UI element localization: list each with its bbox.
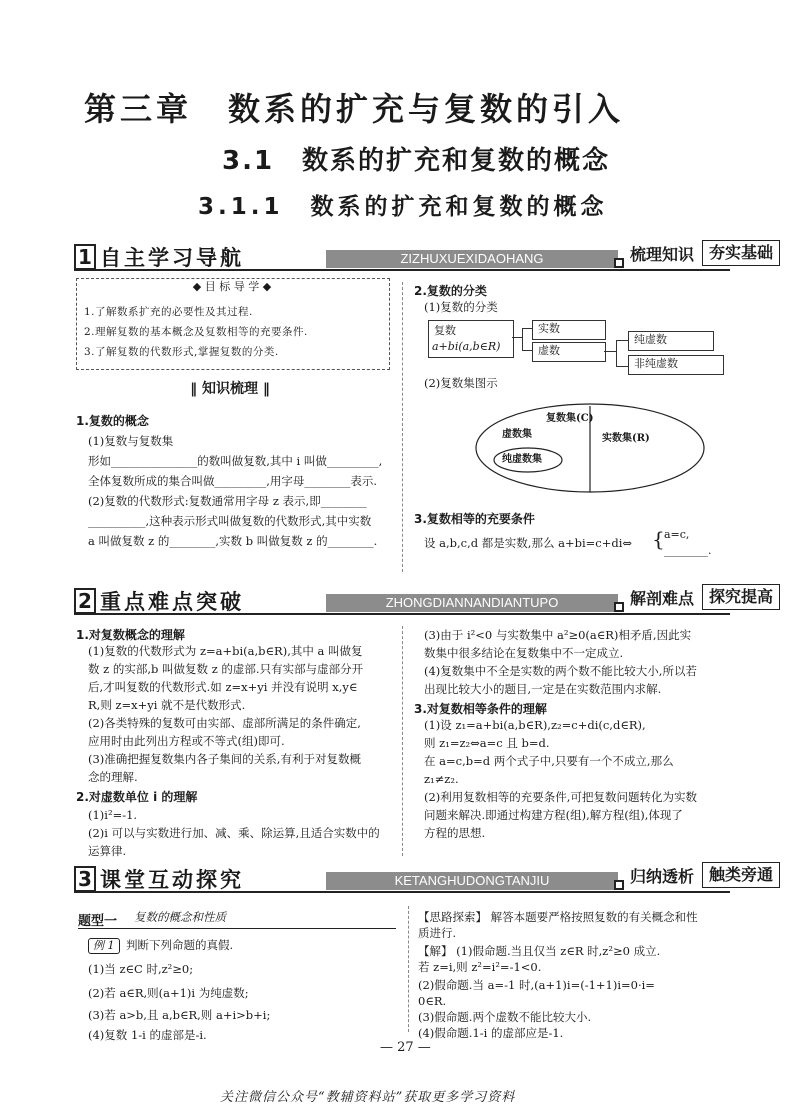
text-line: R,则 z=x+yi 就不是代数形式.	[88, 698, 246, 712]
solution-line: 【解】 (1)假命题.当且仅当 z∈R 时,z²≥0 成立.	[418, 944, 661, 958]
text-line: 念的理解.	[88, 770, 138, 784]
text-line: 问题来解决.即通过构建方程(组),解方程(组),体现了	[424, 808, 683, 822]
concept-understanding-heading: 1.对复数概念的理解	[76, 628, 185, 642]
page-number: — 27 —	[380, 1040, 431, 1055]
solution-line: (2)假命题.当 a=-1 时,(a+1)i=(-1+1)i=0·i=	[418, 978, 655, 992]
type-title: 复数的概念和性质	[134, 910, 226, 924]
column-divider	[408, 906, 409, 1032]
section-bar-1	[74, 243, 774, 270]
tree-connector	[522, 328, 523, 350]
tree-real-label: 实数	[538, 322, 560, 335]
chapter-title: 第三章 数系的扩充与复数的引入	[84, 90, 625, 128]
text-line: __________,这种表示形式叫做复数的代数形式,其中实数	[88, 514, 372, 528]
bar-underline	[74, 613, 730, 615]
text-line: (4)复数集中不全是实数的两个数不能比较大小,所以若	[424, 664, 697, 678]
section-bar-2	[74, 587, 774, 614]
example-item: (4)复数 1-i 的虚部是-i.	[88, 1028, 207, 1042]
tree-connector	[522, 350, 532, 351]
tree-root-label: 复数	[434, 324, 456, 337]
tree-pure-label: 纯虚数	[634, 333, 667, 346]
goal-item: 3.了解复数的代数形式,掌握复数的分类.	[84, 346, 279, 358]
text-line: 运算律.	[88, 844, 127, 858]
text-line: 方程的思想.	[424, 826, 486, 840]
bar-square-icon	[614, 880, 624, 890]
text-line: 出现比较大小的题目,一定是在实数范围内求解.	[424, 682, 662, 696]
bar-tag-2: 触类旁通	[702, 862, 780, 888]
text-line: 则 z₁=z₂⇔a=c 且 b=d.	[424, 736, 550, 750]
venn-label-pure: 纯虚数集	[502, 454, 542, 465]
bar-title: 自主学习导航	[100, 246, 244, 270]
concept-heading: 1.复数的概念	[76, 414, 149, 428]
equality-cond-1: a=c,	[664, 528, 690, 541]
example-item: (1)当 z∈C 时,z²≥0;	[88, 962, 194, 976]
text-line: (1)复数的分类	[424, 300, 498, 314]
classification-heading: 2.复数的分类	[414, 284, 487, 298]
text-line: (1)复数的代数形式为 z=a+bi(a,b∈R),其中 a 叫做复	[88, 644, 363, 658]
imag-unit-heading: 2.对虚数单位 i 的理解	[76, 790, 198, 804]
subsection-title: 3.1.1 数系的扩充和复数的概念	[198, 194, 608, 220]
text-line: (2)各类特殊的复数可由实部、虚部所满足的条件确定,	[88, 716, 361, 730]
text-line: a 叫做复数 z 的________,实数 b 叫做复数 z 的________.	[88, 534, 378, 548]
text-line: 后,才叫复数的代数形式.如 z=x+yi 并没有说明 x,y∈	[88, 680, 358, 694]
example-item: (2)若 a∈R,则(a+1)i 为纯虚数;	[88, 986, 249, 1000]
bar-tag-2: 探究提高	[702, 584, 780, 610]
text-line: (2)复数的代数形式:复数通常用字母 z 表示,即________	[88, 494, 367, 508]
bar-pinyin: ZIZHUXUEXIDAOHANG	[326, 250, 618, 268]
tree-connector	[616, 366, 628, 367]
footer-note: 关注微信公众号“教辅资料站”获取更多学习资料	[220, 1090, 516, 1105]
text-line: (2)利用复数相等的充要条件,可把复数问题转化为实数	[424, 790, 697, 804]
column-divider	[402, 626, 403, 856]
example-prompt: 判断下列命题的真假.	[126, 938, 234, 952]
tree-connector	[512, 337, 522, 338]
knowledge-heading: ‖ 知识梳理 ‖	[190, 381, 270, 397]
bar-number: 2	[74, 588, 96, 614]
venn-label-real: 实数集(R)	[602, 433, 650, 444]
bar-number: 1	[74, 244, 96, 270]
solution-line: 质进行.	[418, 926, 457, 940]
example-item: (3)若 a>b,且 a,b∈R,则 a+i>b+i;	[88, 1008, 271, 1022]
text-line: (2)i 可以与实数进行加、减、乘、除运算,且适合实数中的	[88, 826, 380, 840]
goal-item: 2.理解复数的基本概念及复数相等的充要条件.	[84, 326, 308, 338]
text-line: z₁≠z₂.	[424, 772, 459, 786]
text-line: 全体复数所成的集合叫做_________,用字母________表示.	[88, 474, 378, 488]
equality-heading: 3.复数相等的充要条件	[414, 512, 535, 526]
goal-item: 1.了解数系扩充的必要性及其过程.	[84, 306, 253, 318]
section-title: 3.1 数系的扩充和复数的概念	[222, 146, 611, 176]
bar-underline	[74, 891, 730, 893]
solution-line: (4)假命题.1-i 的虚部应是-1.	[418, 1026, 564, 1040]
equality-condition: 设 a,b,c,d 都是实数,那么 a+bi=c+di⇔	[424, 536, 633, 550]
tree-root-formula: a+bi(a,b∈R)	[432, 340, 501, 353]
bar-title: 课堂互动探究	[100, 868, 244, 892]
equality-understanding-heading: 3.对复数相等条件的理解	[414, 702, 547, 716]
text-line: 数集中很多结论在复数集中不一定成立.	[424, 646, 624, 660]
example-badge: 例 1	[88, 938, 120, 954]
tree-connector	[616, 340, 628, 341]
text-line: 形如_______________的数叫做复数,其中 i 叫做_________,	[88, 454, 383, 468]
text-line: (3)准确把握复数集内各子集间的关系,有利于对复数概	[88, 752, 361, 766]
equality-cond-2: ________.	[664, 544, 712, 557]
bar-pinyin: ZHONGDIANNANDIANTUPO	[326, 594, 618, 612]
brace-icon: {	[652, 527, 665, 551]
column-divider	[402, 282, 403, 572]
solution-line: 若 z=i,则 z²=i²=-1<0.	[418, 960, 542, 974]
text-line: (1)复数与复数集	[88, 434, 174, 448]
venn-label-imag: 虚数集	[502, 429, 532, 440]
tree-connector	[616, 340, 617, 366]
bar-title: 重点难点突破	[100, 590, 244, 614]
bar-square-icon	[614, 602, 624, 612]
solution-line: 【思路探索】 解答本题要严格按照复数的有关概念和性	[418, 910, 698, 924]
bar-tag-2: 夯实基础	[702, 240, 780, 266]
tree-connector	[522, 328, 532, 329]
bar-square-icon	[614, 258, 624, 268]
bar-tag-1: 归纳透析	[630, 867, 695, 886]
tree-connector	[604, 351, 616, 352]
bar-tag-1: 解剖难点	[630, 589, 695, 608]
bar-underline	[74, 269, 730, 271]
text-line: 应用时由此列出方程或不等式(组)即可.	[88, 734, 285, 748]
bar-tag-1: 梳理知识	[630, 245, 695, 264]
venn-label-complex: 复数集(C)	[546, 413, 594, 424]
text-line: 在 a=c,b=d 两个式子中,只要有一个不成立,那么	[424, 754, 674, 768]
type-underline	[78, 928, 396, 929]
text-line: (1)i²=-1.	[88, 808, 138, 822]
text-line: 数 z 的实部,b 叫做复数 z 的虚部.只有实部与虚部分开	[88, 662, 364, 676]
section-bar-3	[74, 865, 774, 892]
text-line: (3)由于 i²<0 与实数集中 a²≥0(a∈R)相矛盾,因此实	[424, 628, 692, 642]
type-label: 题型一	[78, 914, 118, 929]
bar-pinyin: KETANGHUDONGTANJIU	[326, 872, 618, 890]
bar-number: 3	[74, 866, 96, 892]
solution-line: 0∈R.	[418, 994, 447, 1008]
text-line: (2)复数集图示	[424, 376, 498, 390]
text-line: (1)设 z₁=a+bi(a,b∈R),z₂=c+di(c,d∈R),	[424, 718, 646, 732]
tree-nonpure-label: 非纯虚数	[634, 357, 678, 370]
solution-line: (3)假命题.两个虚数不能比较大小.	[418, 1010, 592, 1024]
goals-heading: ◆ 目 标 导 学 ◆	[192, 280, 272, 293]
tree-imag-label: 虚数	[538, 344, 560, 357]
